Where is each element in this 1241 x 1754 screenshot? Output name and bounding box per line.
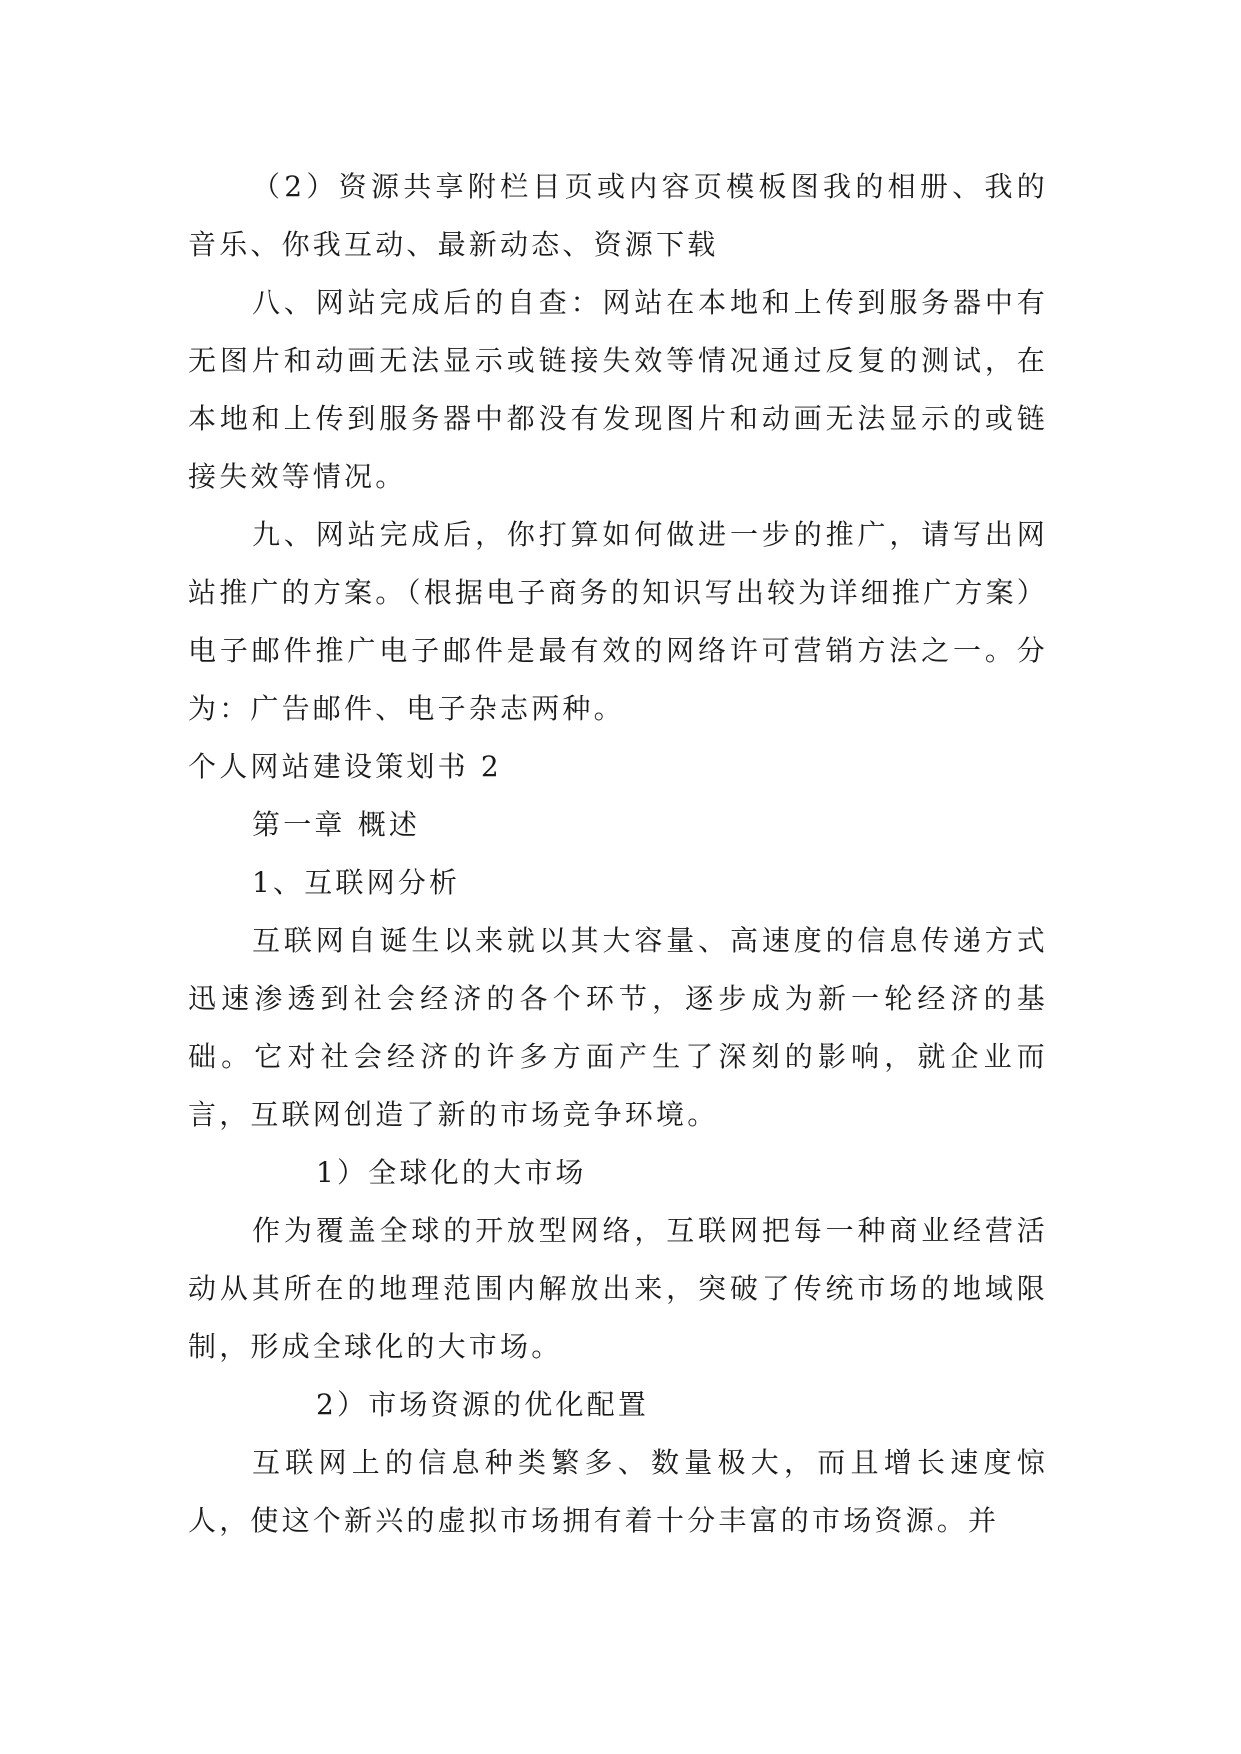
section-heading: 1、互联网分析: [252, 866, 461, 899]
list-item-number: 2）: [316, 1388, 369, 1421]
paragraph-promotion: 九、网站完成后，你打算如何做进一步的推广，请写出网站推广的方案。（根据电子商务的知识写出较为详细推广方案）电子邮件推广电子邮件是最有效的网络许可营销方法之一。分为：广告邮件、电子杂志两种。: [188, 518, 1048, 725]
document-title: 个人网站建设策划书 2: [188, 750, 502, 783]
chapter-heading: 第一章 概述: [252, 808, 421, 841]
document-page: [188, 158, 1048, 1550]
paragraph-internet-analysis: 互联网自诞生以来就以其大容量、高速度的信息传递方式迅速渗透到社会经济的各个环节，逐步成为新一轮经济的基础。它对社会经济的许多方面产生了深刻的影响，就企业而言，互联网创造了新的市场竞争环境。: [188, 924, 1048, 1131]
list-item-heading: [188, 1144, 1048, 1202]
list-item-heading: [188, 1376, 1048, 1434]
paragraph-global-market: 作为覆盖全球的开放型网络，互联网把每一种商业经营活动从其所在的地理范围内解放出来，突破了传统市场的地域限制，形成全球化的大市场。: [188, 1214, 1048, 1363]
list-item-title: 市场资源的优化配置: [368, 1388, 650, 1421]
paragraph-resource-allocation: 互联网上的信息种类繁多、数量极大，而且增长速度惊人，使这个新兴的虚拟市场拥有着十分丰富的市场资源。并: [188, 1446, 1048, 1537]
list-item-title: 全球化的大市场: [368, 1156, 587, 1189]
paragraph-self-check: 八、网站完成后的自查：网站在本地和上传到服务器中有无图片和动画无法显示或链接失效等情况通过反复的测试，在本地和上传到服务器中都没有发现图片和动画无法显示的或链接失效等情况。: [188, 286, 1048, 493]
list-item-number: 1）: [316, 1156, 369, 1189]
paragraph-resource-sharing: （2）资源共享附栏目页或内容页模板图我的相册、我的音乐、你我互动、最新动态、资源下载: [188, 170, 1048, 261]
